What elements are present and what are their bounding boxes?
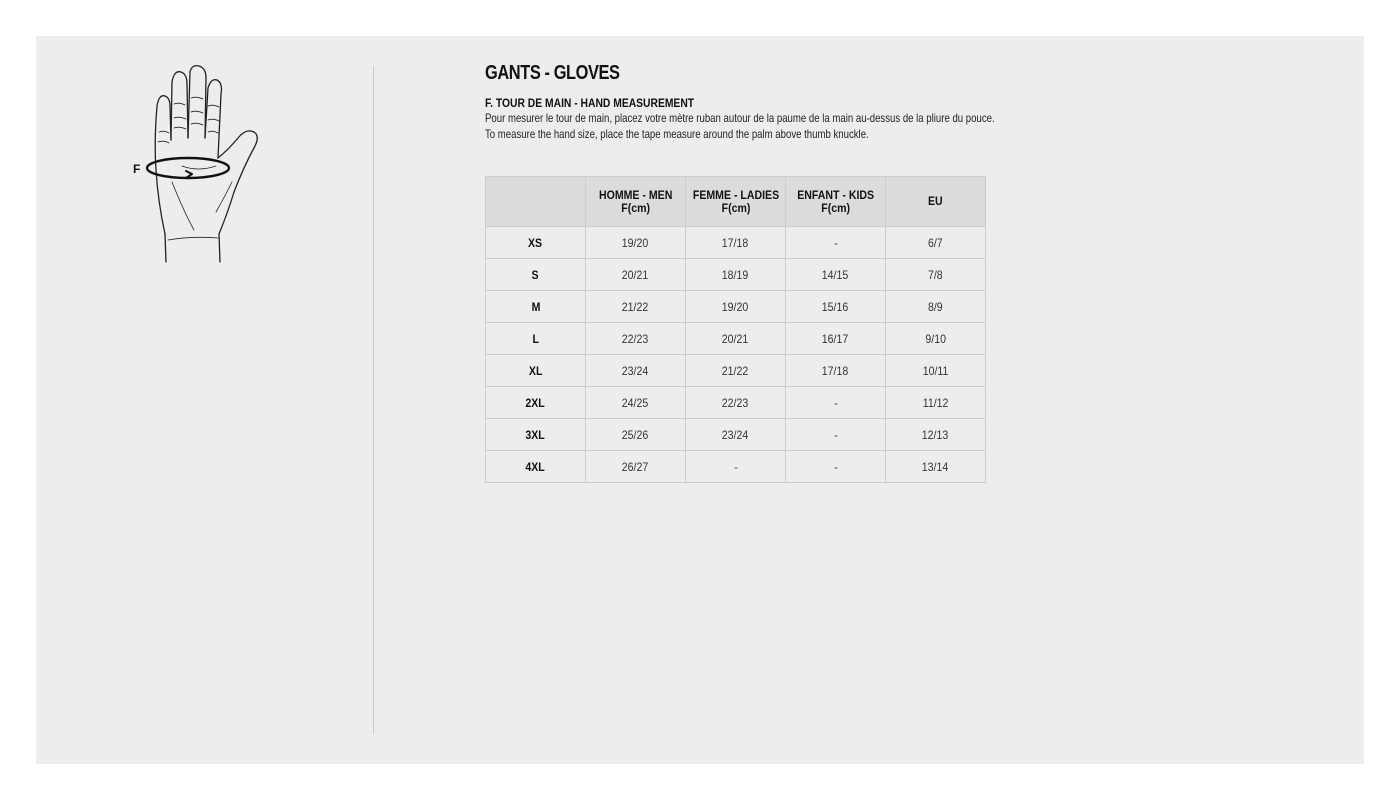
column-header-size <box>486 177 586 227</box>
size-guide-header <box>485 62 1045 142</box>
table-row <box>486 451 986 483</box>
size-cell: 4XL <box>486 451 586 483</box>
kids-cell: - <box>786 227 886 259</box>
column-header-men: HOMME - MEN F(cm) <box>586 177 686 227</box>
ladies-cell: 19/20 <box>686 291 786 323</box>
table-row <box>486 259 986 291</box>
size-cell: 3XL <box>486 419 586 451</box>
eu-cell: 7/8 <box>886 259 986 291</box>
men-cell: 20/21 <box>586 259 686 291</box>
size-guide-panel <box>36 36 1364 764</box>
men-cell: 26/27 <box>586 451 686 483</box>
ladies-cell: - <box>686 451 786 483</box>
kids-cell: - <box>786 419 886 451</box>
table-row <box>486 419 986 451</box>
table-row <box>486 291 986 323</box>
table-row <box>486 323 986 355</box>
kids-cell: 14/15 <box>786 259 886 291</box>
ladies-cell: 21/22 <box>686 355 786 387</box>
section-subtitle: F. TOUR DE MAIN - HAND MEASUREMENT <box>485 96 695 110</box>
glove-size-table <box>485 176 986 483</box>
column-header-eu: EU <box>886 177 986 227</box>
kids-cell: - <box>786 451 886 483</box>
eu-cell: 11/12 <box>886 387 986 419</box>
kids-cell: - <box>786 387 886 419</box>
men-cell: 19/20 <box>586 227 686 259</box>
men-cell: 25/26 <box>586 419 686 451</box>
size-cell: 2XL <box>486 387 586 419</box>
size-cell: S <box>486 259 586 291</box>
ladies-cell: 18/19 <box>686 259 786 291</box>
table-row <box>486 355 986 387</box>
eu-cell: 12/13 <box>886 419 986 451</box>
column-header-ladies: FEMME - LADIES F(cm) <box>686 177 786 227</box>
ladies-cell: 22/23 <box>686 387 786 419</box>
size-cell: L <box>486 323 586 355</box>
ladies-cell: 23/24 <box>686 419 786 451</box>
eu-cell: 13/14 <box>886 451 986 483</box>
column-header-kids: ENFANT - KIDS F(cm) <box>786 177 886 227</box>
ladies-cell: 20/21 <box>686 323 786 355</box>
size-cell: XS <box>486 227 586 259</box>
size-cell: XL <box>486 355 586 387</box>
table-row <box>486 387 986 419</box>
table-header-row <box>486 177 986 227</box>
men-cell: 22/23 <box>586 323 686 355</box>
eu-cell: 6/7 <box>886 227 986 259</box>
instruction-french: Pour mesurer le tour de main, placez votre mètre ruban autour de la paume de la main au-dessus de la pliure du pouce. <box>485 111 995 125</box>
kids-cell: 17/18 <box>786 355 886 387</box>
table-row <box>486 227 986 259</box>
hand-measurement-illustration <box>132 62 272 272</box>
men-cell: 24/25 <box>586 387 686 419</box>
men-cell: 21/22 <box>586 291 686 323</box>
instruction-english: To measure the hand size, place the tape measure around the palm above thumb knuckle. <box>485 127 869 141</box>
kids-cell: 15/16 <box>786 291 886 323</box>
men-cell: 23/24 <box>586 355 686 387</box>
vertical-divider <box>373 66 374 734</box>
eu-cell: 10/11 <box>886 355 986 387</box>
size-cell: M <box>486 291 586 323</box>
page-title: GANTS - GLOVES <box>485 62 620 84</box>
eu-cell: 9/10 <box>886 323 986 355</box>
eu-cell: 8/9 <box>886 291 986 323</box>
kids-cell: 16/17 <box>786 323 886 355</box>
measurement-f-label: F <box>133 162 141 176</box>
ladies-cell: 17/18 <box>686 227 786 259</box>
